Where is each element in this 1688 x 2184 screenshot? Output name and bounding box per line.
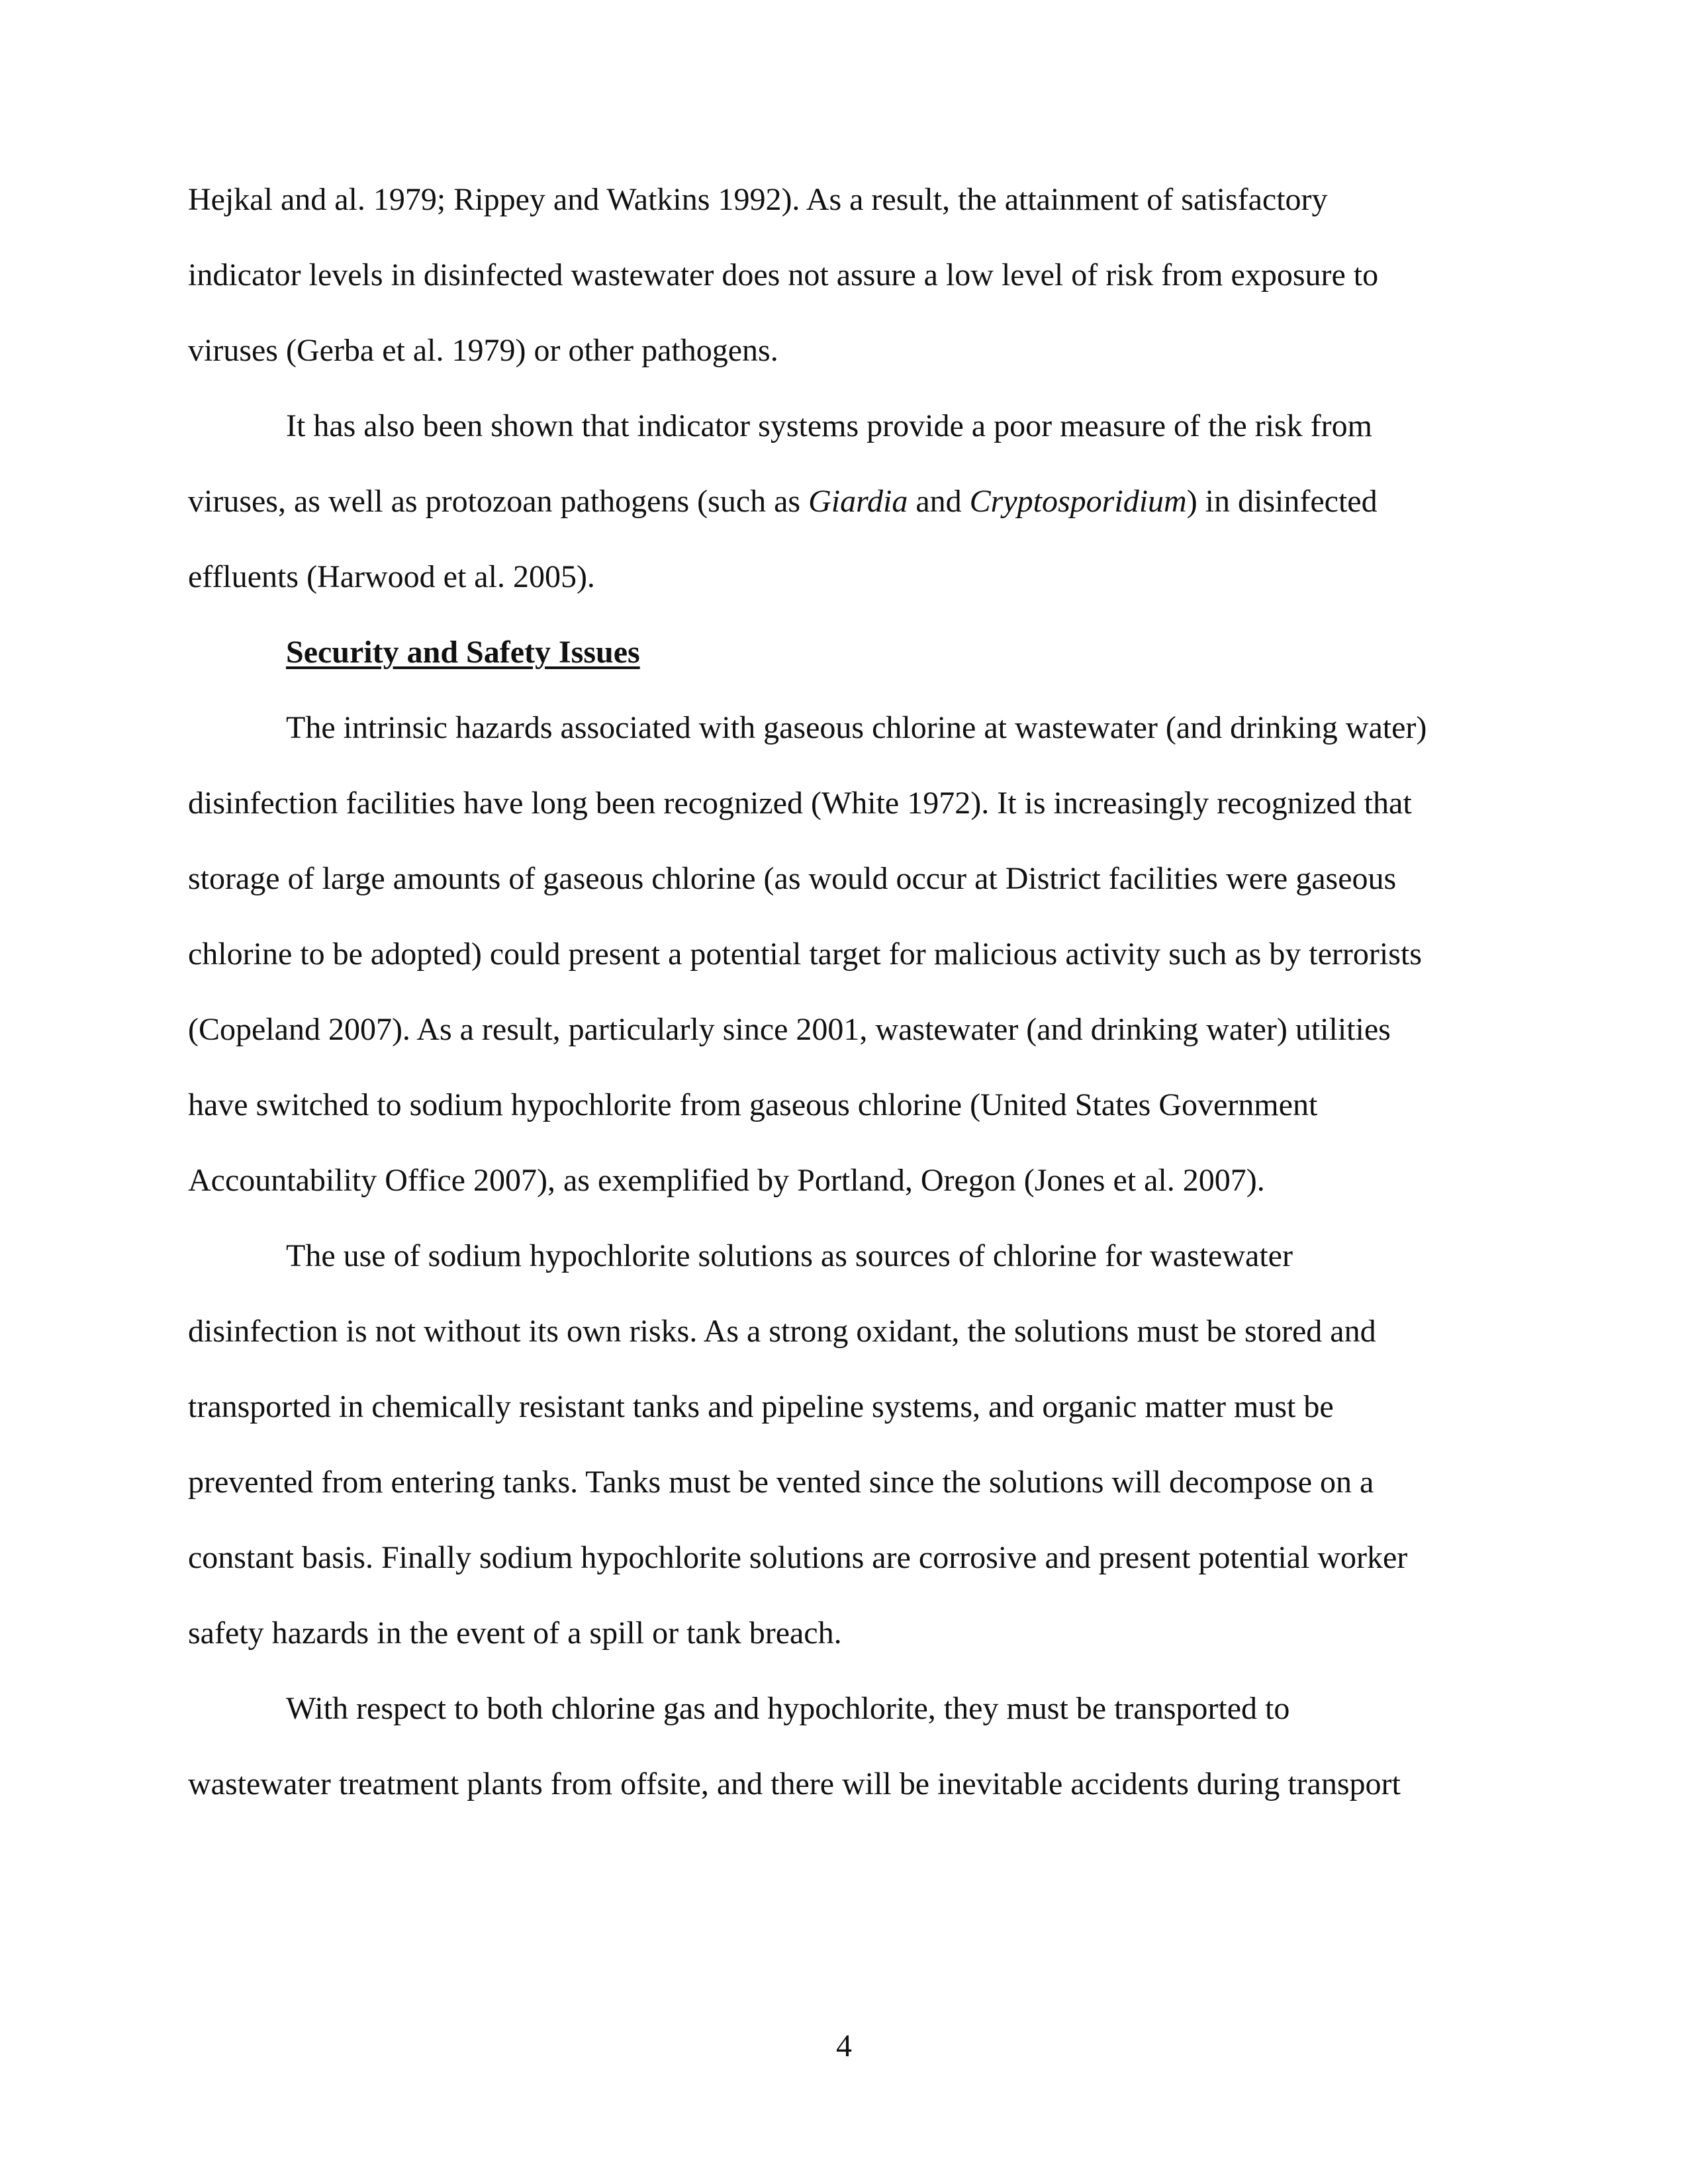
text-line: effluents (Harwood et al. 2005). xyxy=(188,559,595,594)
paragraph-first-line: The use of sodium hypochlorite solutions as sources of chlorine for wastewater xyxy=(286,1238,1293,1273)
text-segment: and xyxy=(908,484,970,519)
text-line: prevented from entering tanks. Tanks must be vented since the solutions will decompose on a xyxy=(188,1465,1374,1500)
italic-term-giardia: Giardia xyxy=(808,484,908,519)
text-line: indicator levels in disinfected wastewater does not assure a low level of risk from exposure to xyxy=(188,257,1379,293)
text-line-with-italics xyxy=(188,482,1378,522)
text-line: disinfection facilities have long been recognized (White 1972). It is increasingly recognized that xyxy=(188,786,1412,821)
text-line: transported in chemically resistant tanks and pipeline systems, and organic matter must be xyxy=(188,1389,1334,1424)
text-line: (Copeland 2007). As a result, particularly since 2001, wastewater (and drinking water) utilities xyxy=(188,1012,1391,1047)
paragraph-first-line: The intrinsic hazards associated with gaseous chlorine at wastewater (and drinking water) xyxy=(286,710,1427,745)
text-line: wastewater treatment plants from offsite, and there will be inevitable accidents during transport xyxy=(188,1766,1401,1801)
text-line: Hejkal and al. 1979; Rippey and Watkins 1992). As a result, the attainment of satisfactory xyxy=(188,182,1328,217)
text-line: safety hazards in the event of a spill or tank breach. xyxy=(188,1615,842,1651)
paragraph-first-line: It has also been shown that indicator systems provide a poor measure of the risk from xyxy=(286,408,1372,443)
text-segment: ) in disinfected xyxy=(1186,484,1378,519)
section-heading: Security and Safety Issues xyxy=(286,635,640,670)
italic-term-cryptosporidium: Cryptosporidium xyxy=(969,484,1187,519)
paragraph-first-line: With respect to both chlorine gas and hypochlorite, they must be transported to xyxy=(286,1691,1290,1726)
text-line: chlorine to be adopted) could present a potential target for malicious activity such as by terrorists xyxy=(188,936,1422,972)
text-segment: viruses, as well as protozoan pathogens (such as xyxy=(188,484,809,519)
text-line: viruses (Gerba et al. 1979) or other pathogens. xyxy=(188,333,778,368)
page-number: 4 xyxy=(836,2028,852,2064)
text-line: have switched to sodium hypochlorite from gaseous chlorine (United States Government xyxy=(188,1087,1318,1122)
text-line: Accountability Office 2007), as exemplified by Portland, Oregon (Jones et al. 2007). xyxy=(188,1163,1265,1198)
text-line: disinfection is not without its own risks. As a strong oxidant, the solutions must be stored and xyxy=(188,1314,1376,1349)
text-line: storage of large amounts of gaseous chlorine (as would occur at District facilities were gaseous xyxy=(188,861,1397,896)
text-line: constant basis. Finally sodium hypochlorite solutions are corrosive and present potential worker xyxy=(188,1540,1408,1575)
